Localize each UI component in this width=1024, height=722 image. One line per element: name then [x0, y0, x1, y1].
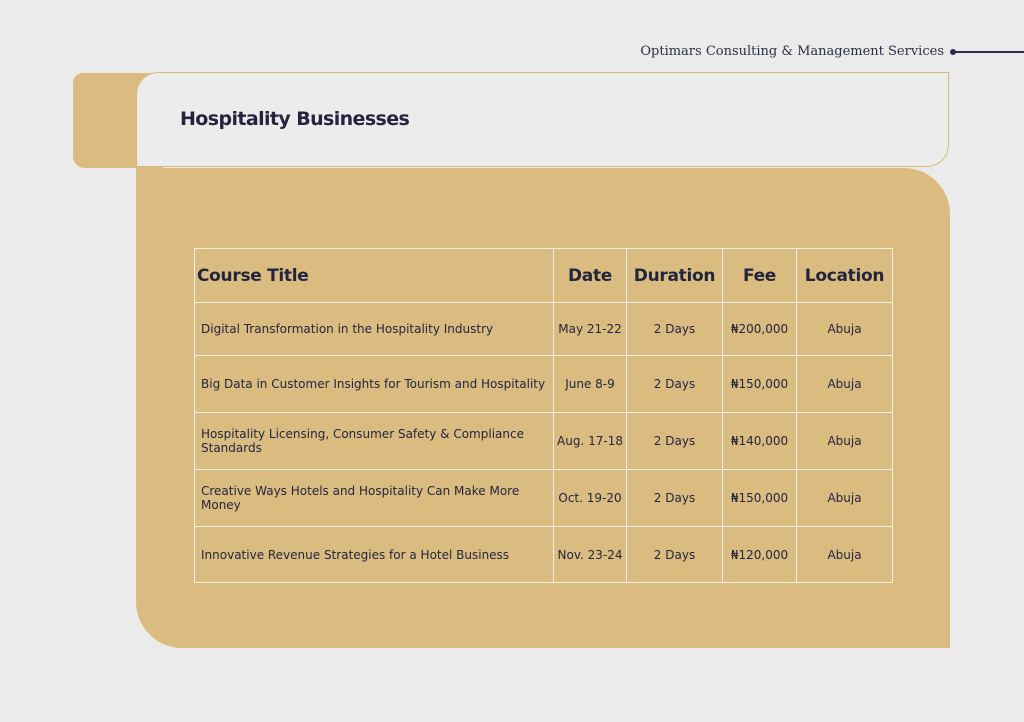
table-row: [195, 356, 893, 413]
fee-cell: ₦120,000: [723, 527, 797, 583]
date-cell: May 21-22: [554, 303, 627, 356]
column-header-duration: Duration: [627, 249, 723, 303]
location-cell: Abuja: [797, 413, 893, 470]
column-header-course-title: Course Title: [195, 249, 554, 303]
duration-cell: 2 Days: [627, 470, 723, 527]
date-cell: June 8-9: [554, 356, 627, 413]
column-header-location: Location: [797, 249, 893, 303]
duration-cell: 2 Days: [627, 413, 723, 470]
table-row: [195, 527, 893, 583]
table-row: [195, 470, 893, 527]
course-title-cell: Creative Ways Hotels and Hospitality Can Make More Money: [195, 470, 554, 527]
fee-cell: ₦150,000: [723, 356, 797, 413]
section-title: Hospitality Businesses: [180, 108, 410, 130]
location-cell: Abuja: [797, 470, 893, 527]
fee-cell: ₦150,000: [723, 470, 797, 527]
course-title-cell: Hospitality Licensing, Consumer Safety & Compliance Standards: [195, 413, 554, 470]
date-cell: Aug. 17-18: [554, 413, 627, 470]
duration-cell: 2 Days: [627, 527, 723, 583]
fee-cell: ₦140,000: [723, 413, 797, 470]
duration-cell: 2 Days: [627, 356, 723, 413]
location-cell: Abuja: [797, 356, 893, 413]
column-header-date: Date: [554, 249, 627, 303]
course-title-cell: Digital Transformation in the Hospitality Industry: [195, 303, 554, 356]
duration-cell: 2 Days: [627, 303, 723, 356]
location-cell: Abuja: [797, 527, 893, 583]
location-cell: Abuja: [797, 303, 893, 356]
date-cell: Nov. 23-24: [554, 527, 627, 583]
table-header-row: [195, 249, 893, 303]
company-name: Optimars Consulting & Management Services: [640, 44, 944, 59]
course-title-cell: Innovative Revenue Strategies for a Hotel Business: [195, 527, 554, 583]
date-cell: Oct. 19-20: [554, 470, 627, 527]
fee-cell: ₦200,000: [723, 303, 797, 356]
header-rule-line: [955, 51, 1024, 53]
table-row: [195, 303, 893, 356]
courses-table: [194, 248, 893, 583]
course-title-cell: Big Data in Customer Insights for Tourism and Hospitality: [195, 356, 554, 413]
column-header-fee: Fee: [723, 249, 797, 303]
table-row: [195, 413, 893, 470]
